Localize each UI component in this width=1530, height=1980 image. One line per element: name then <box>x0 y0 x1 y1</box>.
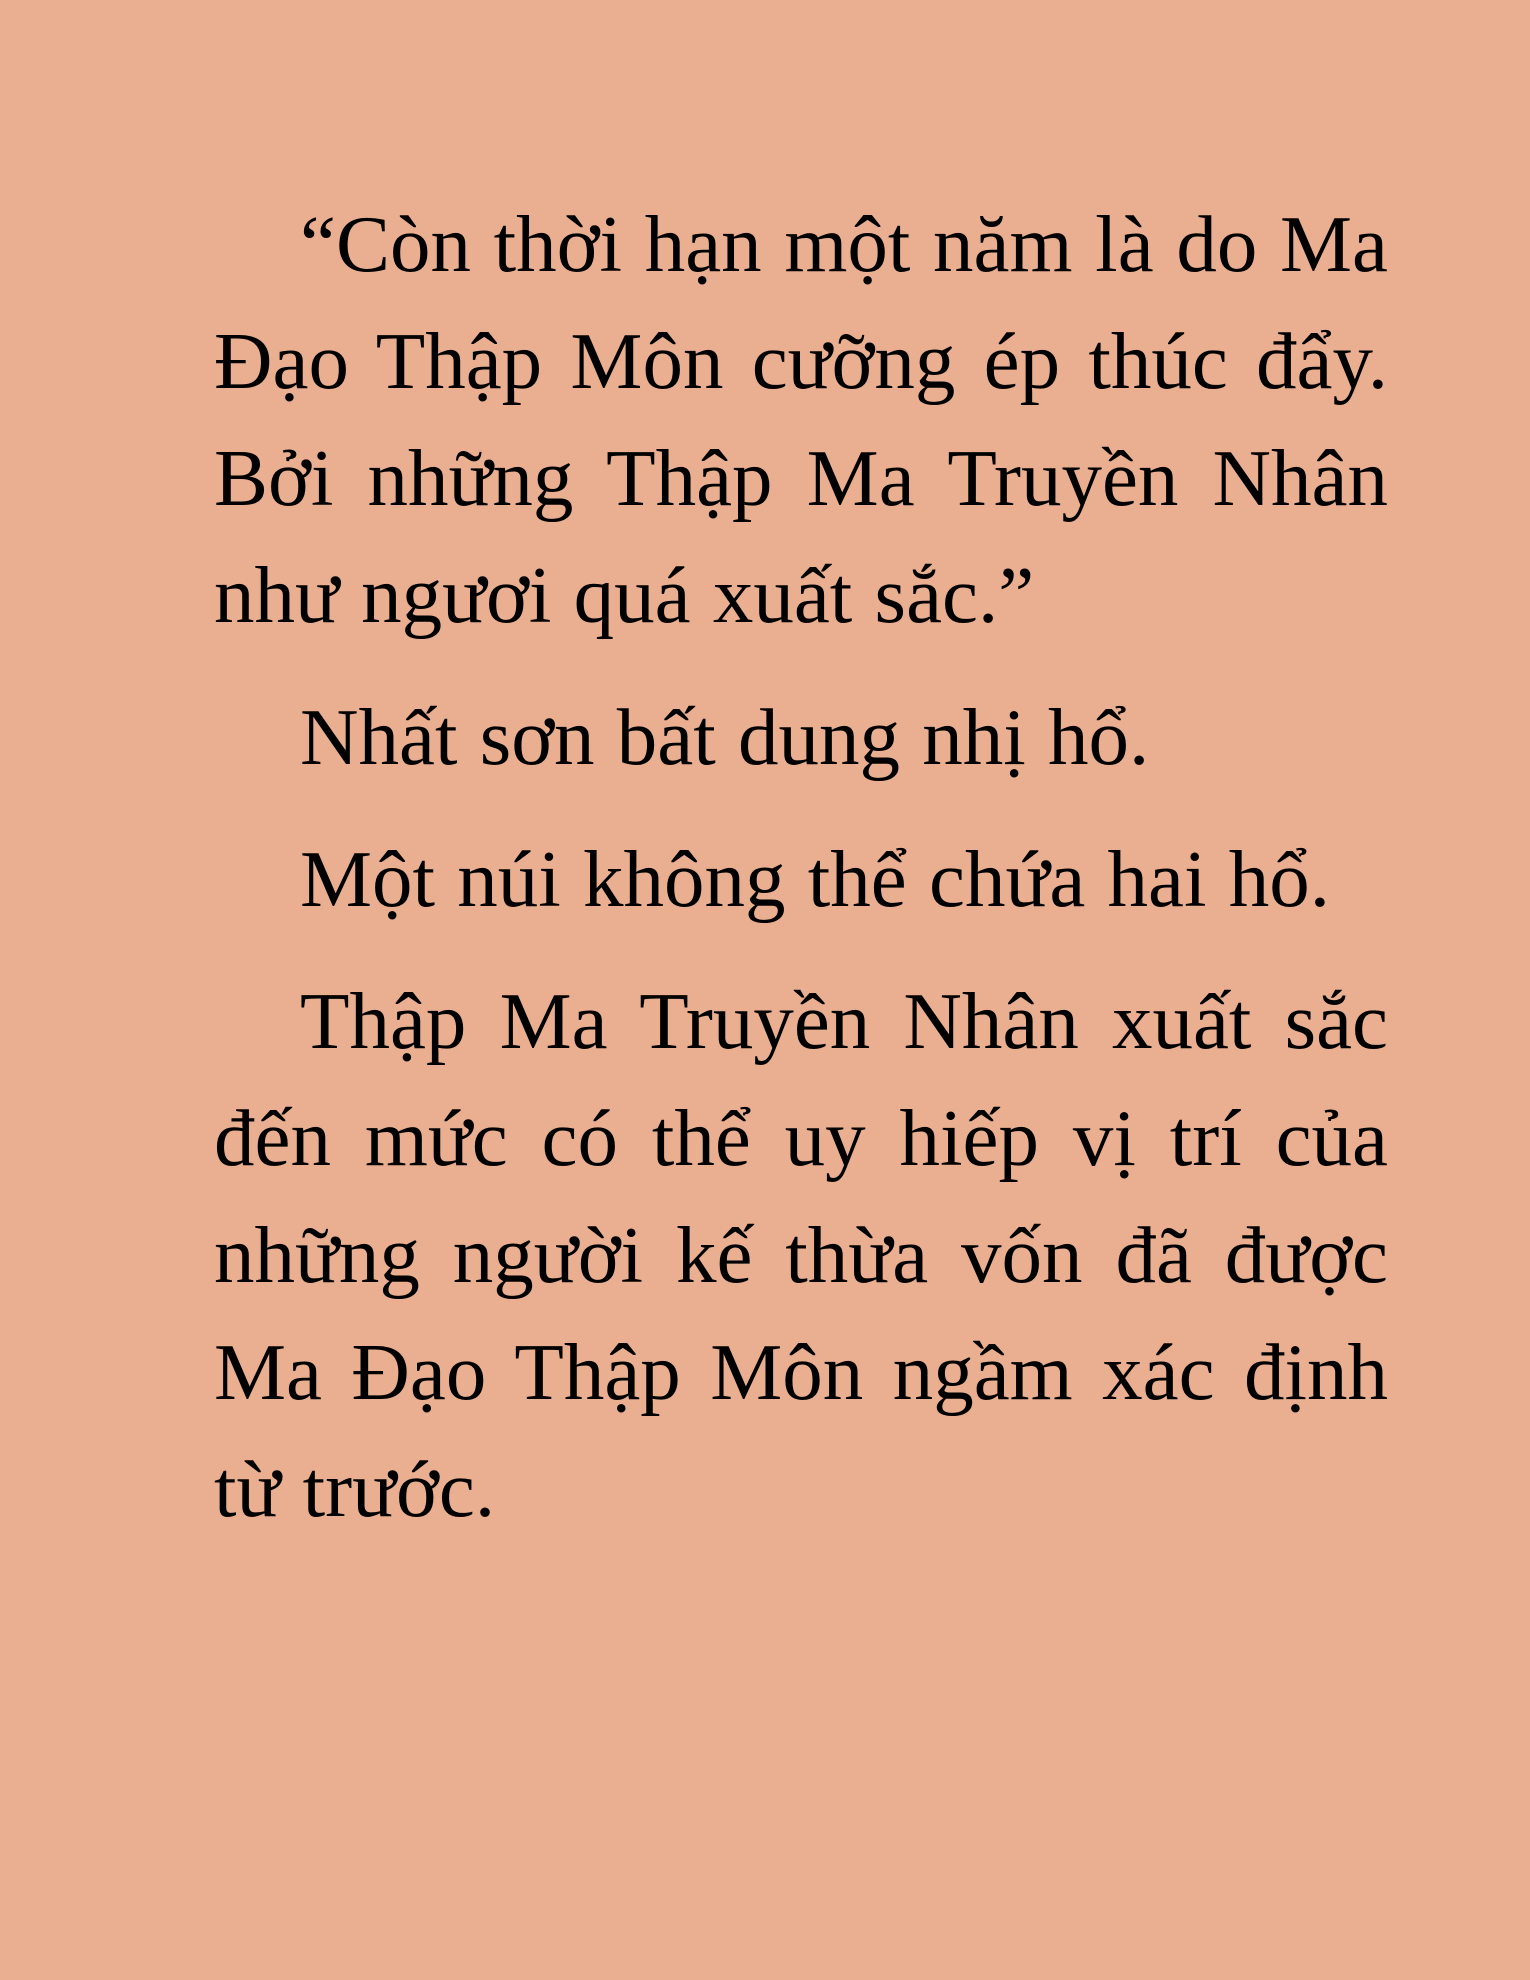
paragraph-explanation: Thập Ma Truyền Nhân xuất sắc đến mức có thể uy hiếp vị trí của những người kế thừa vốn đã được Ma Đạo Thập Môn ngầm xác định từ trước. <box>214 976 1388 1534</box>
paragraph-idiom-translation: Một núi không thể chứa hai hổ. <box>300 834 1330 924</box>
story-text-block <box>214 186 1388 1548</box>
paragraph-idiom: Nhất sơn bất dung nhị hổ. <box>300 692 1150 782</box>
paragraph-dialogue: “Còn thời hạn một năm là do Ma Đạo Thập Môn cưỡng ép thúc đẩy. Bởi những Thập Ma Truyền Nhân như ngươi quá xuất sắc.” <box>214 199 1388 640</box>
